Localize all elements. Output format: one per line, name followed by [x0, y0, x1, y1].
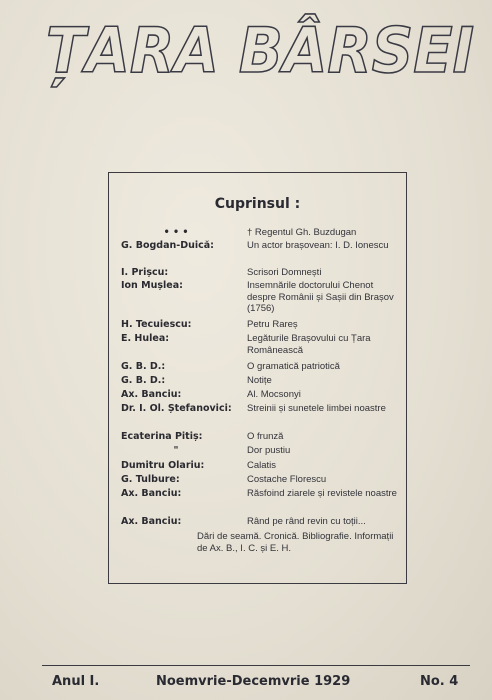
toc-author: ": [173, 445, 179, 456]
toc-title: Un actor brașovean: I. D. Ionescu: [247, 240, 389, 251]
footer-date: Noemvrie-Decemvrie 1929: [156, 674, 351, 689]
toc-title: O gramatică patriotică: [247, 361, 340, 372]
toc-author: • • •: [163, 227, 189, 238]
toc-author: G. Tulbure:: [121, 474, 180, 485]
toc-author: Ax. Banciu:: [121, 488, 182, 499]
toc-author: G. B. D.:: [121, 375, 166, 386]
toc-author: G. B. D.:: [121, 361, 166, 372]
toc-author: Dumitru Olariu:: [121, 460, 205, 471]
footer-divider: [42, 665, 470, 666]
toc-title: Al. Mocsonyi: [247, 389, 301, 400]
toc-author: E. Hulea:: [121, 333, 170, 344]
footer-year: Anul I.: [52, 674, 100, 689]
toc-title: Notițe: [247, 375, 272, 386]
toc-title: † Regentul Gh. Buzdugan: [247, 227, 357, 238]
toc-title: Rând pe rând revin cu toții...: [247, 516, 366, 527]
toc-author: Ecaterina Pitiș:: [121, 431, 203, 442]
masthead-title-text: ȚARA BÂRSEI: [46, 14, 474, 87]
toc-title: Scrisori Domnești: [247, 267, 322, 278]
toc-title: Calatis: [247, 460, 277, 471]
masthead-title: [40, 8, 480, 98]
toc-author: Ax. Banciu:: [121, 389, 182, 400]
toc-author: G. Bogdan-Duică:: [121, 240, 214, 251]
toc-title: Răsfoind ziarele și revistele noastre: [247, 488, 397, 499]
toc-title: Costache Florescu: [247, 474, 327, 485]
toc-title: O frunză: [247, 431, 284, 442]
toc-author: Dr. I. Ol. Ștefanovici:: [121, 403, 232, 414]
footer-issue-number: No. 4: [420, 674, 459, 689]
toc-author: I. Prișcu:: [121, 267, 169, 278]
toc-title: Dor pustiu: [247, 445, 291, 456]
toc-title: Dări de seamă. Cronică. Bibliografie. Informații de Ax. B., I. C. și E. H.: [197, 531, 394, 554]
toc-title: Petru Rareș: [247, 319, 298, 330]
toc-title: Legăturile Brașovului cu Țara Românească: [247, 333, 371, 356]
toc-author: H. Tecuiescu:: [121, 319, 192, 330]
toc-title: Streinii și sunetele limbei noastre: [247, 403, 386, 414]
toc-author: Ax. Banciu:: [121, 516, 182, 527]
toc-author: Ion Mușlea:: [121, 280, 183, 291]
toc-title: Insemnările doctorului Chenot despre Românii și Sașii din Brașov (1756): [247, 280, 394, 314]
contents-heading: Cuprinsul :: [214, 196, 301, 212]
contents-box: [108, 172, 407, 584]
